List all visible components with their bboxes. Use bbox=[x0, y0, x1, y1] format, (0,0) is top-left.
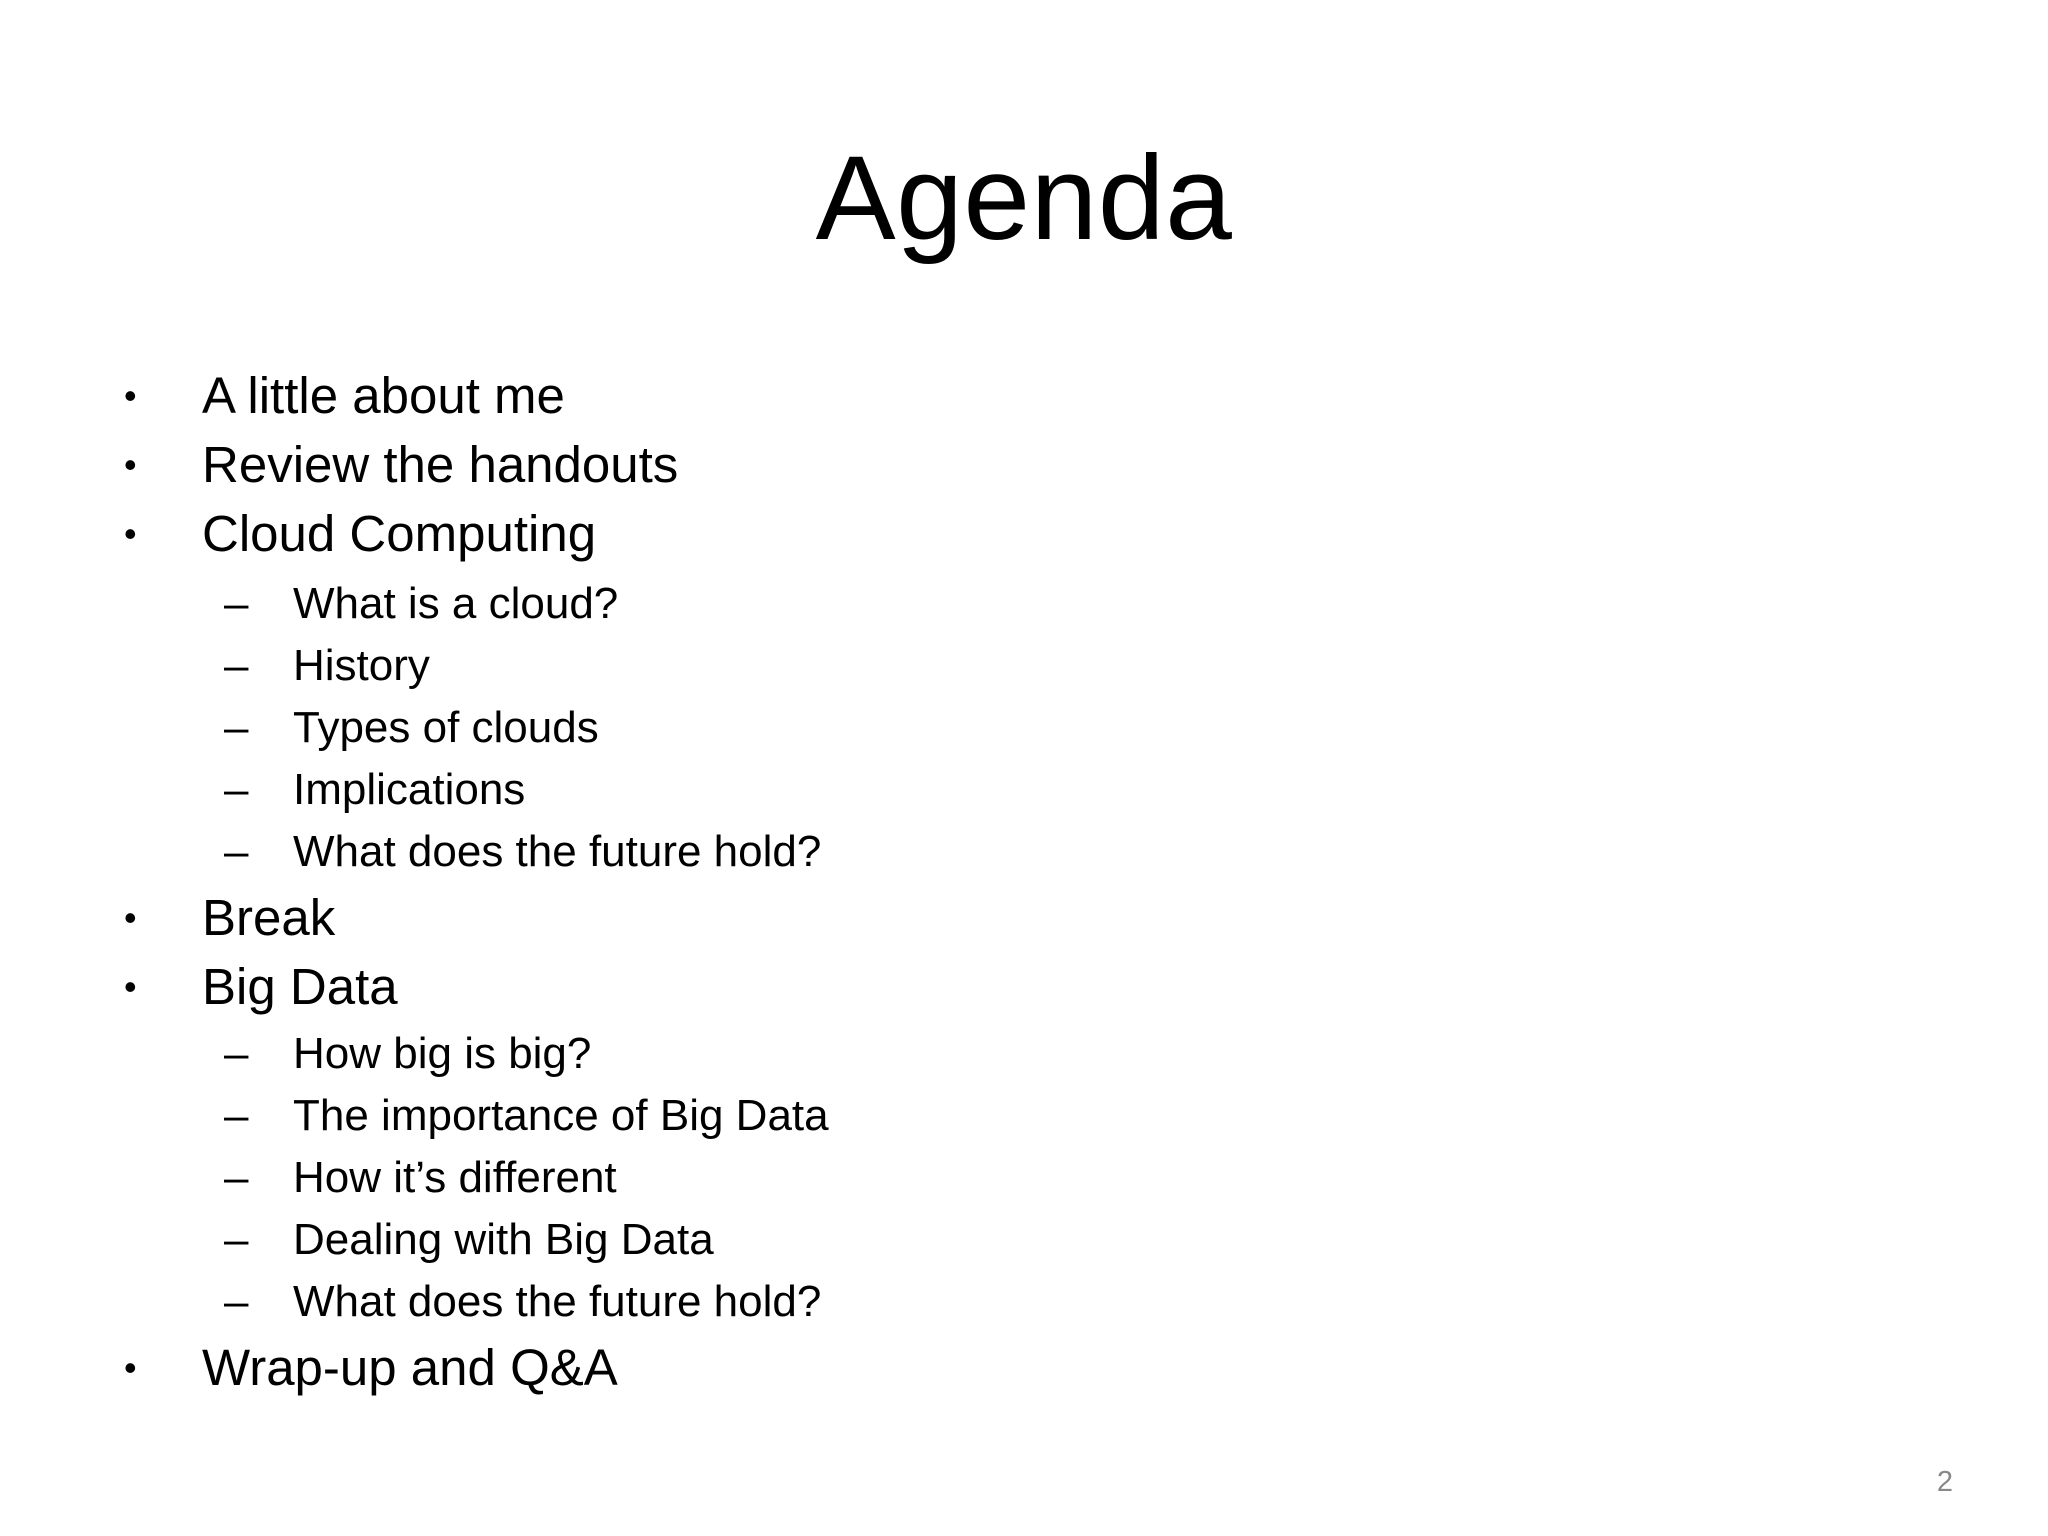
agenda-subitem bbox=[0, 1208, 1100, 1272]
agenda-item-text: Review the handouts bbox=[202, 436, 679, 493]
agenda-item-text: Cloud Computing bbox=[202, 505, 597, 562]
agenda-item-text: Big Data bbox=[202, 958, 398, 1015]
dash-icon: – bbox=[224, 579, 249, 628]
dash-icon: – bbox=[224, 1029, 249, 1078]
agenda-item bbox=[0, 886, 1100, 950]
dash-icon: – bbox=[224, 1153, 249, 1202]
bullet-icon: • bbox=[124, 897, 137, 938]
agenda-item bbox=[0, 955, 1100, 1019]
agenda-item bbox=[0, 433, 1100, 497]
slide-title: Agenda bbox=[815, 131, 1233, 265]
dash-icon: – bbox=[224, 765, 249, 814]
agenda-subitem-text: How big is big? bbox=[293, 1029, 592, 1078]
agenda-subitem-text: Implications bbox=[293, 765, 526, 814]
agenda-item bbox=[0, 1336, 1100, 1400]
agenda-item bbox=[0, 364, 1100, 428]
agenda-item-text: Wrap-up and Q&A bbox=[202, 1339, 618, 1396]
dash-icon: – bbox=[224, 641, 249, 690]
agenda-subitem-text: What does the future hold? bbox=[293, 827, 822, 876]
agenda-subitem bbox=[0, 820, 1100, 884]
bullet-icon: • bbox=[124, 513, 137, 554]
agenda-subitem bbox=[0, 696, 1100, 760]
agenda-item bbox=[0, 502, 1100, 566]
agenda-subitem-text: What does the future hold? bbox=[293, 1277, 822, 1326]
agenda-subitem bbox=[0, 758, 1100, 822]
dash-icon: – bbox=[224, 1277, 249, 1326]
agenda-subitem-text: History bbox=[293, 641, 430, 690]
agenda-item-text: A little about me bbox=[202, 367, 565, 424]
bullet-icon: • bbox=[124, 1347, 137, 1388]
page-number: 2 bbox=[1936, 1466, 1953, 1498]
agenda-subitem-text: What is a cloud? bbox=[293, 579, 619, 628]
agenda-subitem-text: Types of clouds bbox=[293, 703, 599, 752]
dash-icon: – bbox=[224, 1091, 249, 1140]
agenda-subitem bbox=[0, 1022, 1100, 1086]
agenda-item-text: Break bbox=[202, 889, 336, 946]
agenda-subitem bbox=[0, 634, 1100, 698]
agenda-subitem bbox=[0, 1084, 1100, 1148]
dash-icon: – bbox=[224, 1215, 249, 1264]
bullet-icon: • bbox=[124, 375, 137, 416]
bullet-icon: • bbox=[124, 444, 137, 485]
agenda-subitem bbox=[0, 1146, 1100, 1210]
bullet-icon: • bbox=[124, 966, 137, 1007]
agenda-subitem-text: Dealing with Big Data bbox=[293, 1215, 714, 1264]
agenda-subitem-text: The importance of Big Data bbox=[293, 1091, 829, 1140]
agenda-subitem bbox=[0, 572, 1100, 636]
agenda-subitem bbox=[0, 1270, 1100, 1334]
agenda-subitem-text: How it’s different bbox=[293, 1153, 617, 1202]
dash-icon: – bbox=[224, 827, 249, 876]
dash-icon: – bbox=[224, 703, 249, 752]
